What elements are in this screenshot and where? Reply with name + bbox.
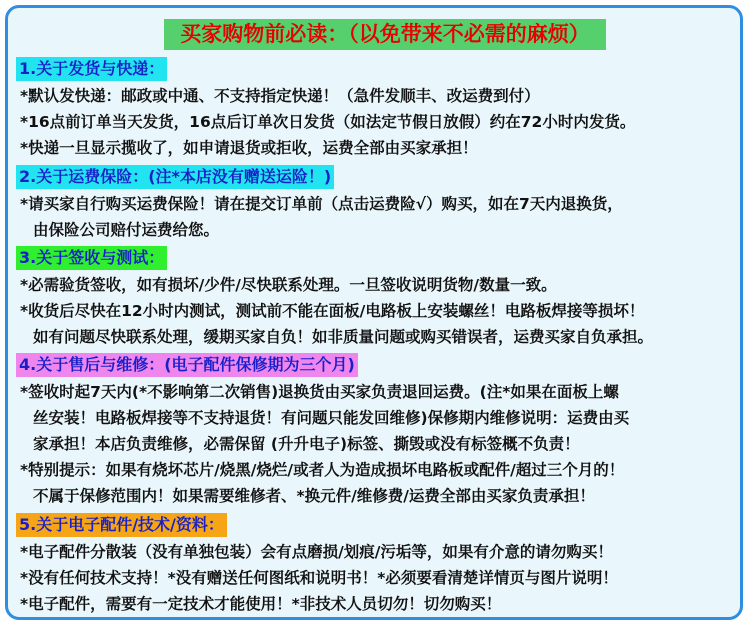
section-2-line-2: 由保险公司赔付运费给您。 bbox=[33, 221, 220, 239]
section-1-line-1: *默认发快递：邮政或中通、不支持指定快递！（急件发顺丰、改运费到付） bbox=[20, 87, 540, 105]
section-3-line-1: *必需验货签收，如有损坏/少件/尽快联系处理。一旦签收说明货物/数量一致。 bbox=[20, 276, 557, 294]
section-5-line-2: *没有任何技术支持！*没有赠送任何图纸和说明书！*必须要看清楚详情页与图片说明！ bbox=[20, 569, 618, 587]
section-2-line-1: *请买家自行购买运费保险！请在提交订单前（点击运费险√）购买，如在7天内退换货， bbox=[20, 195, 623, 213]
notice-panel bbox=[5, 5, 743, 620]
page-title: 买家购物前必读：（以免带来不必需的麻烦） bbox=[164, 19, 606, 50]
section-1-heading: 1.关于发货与快递： bbox=[16, 57, 167, 81]
section-4-line-1: *签收时起7天内(*不影响第二次销售)退换货由买家负责退回运费。(注*如果在面板上螺 bbox=[20, 383, 619, 401]
section-1-line-2: *16点前订单当天发货，16点后订单次日发货（如法定节假日放假）约在72小时内发货。 bbox=[20, 113, 636, 131]
section-4-line-2: 丝安装！电路板焊接等不支持退货！有问题只能发回维修)保修期内维修说明：运费由买 bbox=[33, 409, 630, 427]
section-5-line-3: *电子配件，需要有一定技术才能使用！*非技术人员切勿！切勿购买！ bbox=[20, 595, 502, 613]
section-2-heading: 2.关于运费保险：(注*本店没有赠送运险！) bbox=[16, 165, 334, 189]
section-3-line-3: 如有问题尽快联系处理，缓期买家自负！如非质量问题或购买错误者，运费买家自负承担。 bbox=[33, 328, 654, 346]
section-4-line-5: 不属于保修范围内！如果需要维修者、*换元件/维修费/运费全部由买家负责承担！ bbox=[33, 487, 595, 505]
section-5-line-1: *电子配件分散装（没有单独包装）会有点磨损/划痕/污垢等，如果有介意的请勿购买！ bbox=[20, 543, 613, 561]
section-5-heading: 5.关于电子配件/技术/资料： bbox=[16, 513, 227, 537]
section-4-line-3: 家承担！本店负责维修，必需保留 (升升电子)标签、撕毁或没有标签概不负责！ bbox=[33, 435, 580, 453]
section-3-line-2: *收货后尽快在12小时内测试，测试前不能在面板/电路板上安装螺丝！电路板焊接等损坏！ bbox=[20, 302, 645, 320]
section-3-heading: 3.关于签收与测试： bbox=[16, 246, 167, 270]
section-1-line-3: *快递一旦显示揽收了，如申请退货或拒收，运费全部由买家承担！ bbox=[20, 139, 478, 157]
section-4-line-4: *特别提示：如果有烧坏芯片/烧黑/烧烂/或者人为造成损坏电路板或配件/超过三个月的！ bbox=[20, 461, 625, 479]
section-4-heading: 4.关于售后与维修：(电子配件保修期为三个月) bbox=[16, 353, 358, 377]
